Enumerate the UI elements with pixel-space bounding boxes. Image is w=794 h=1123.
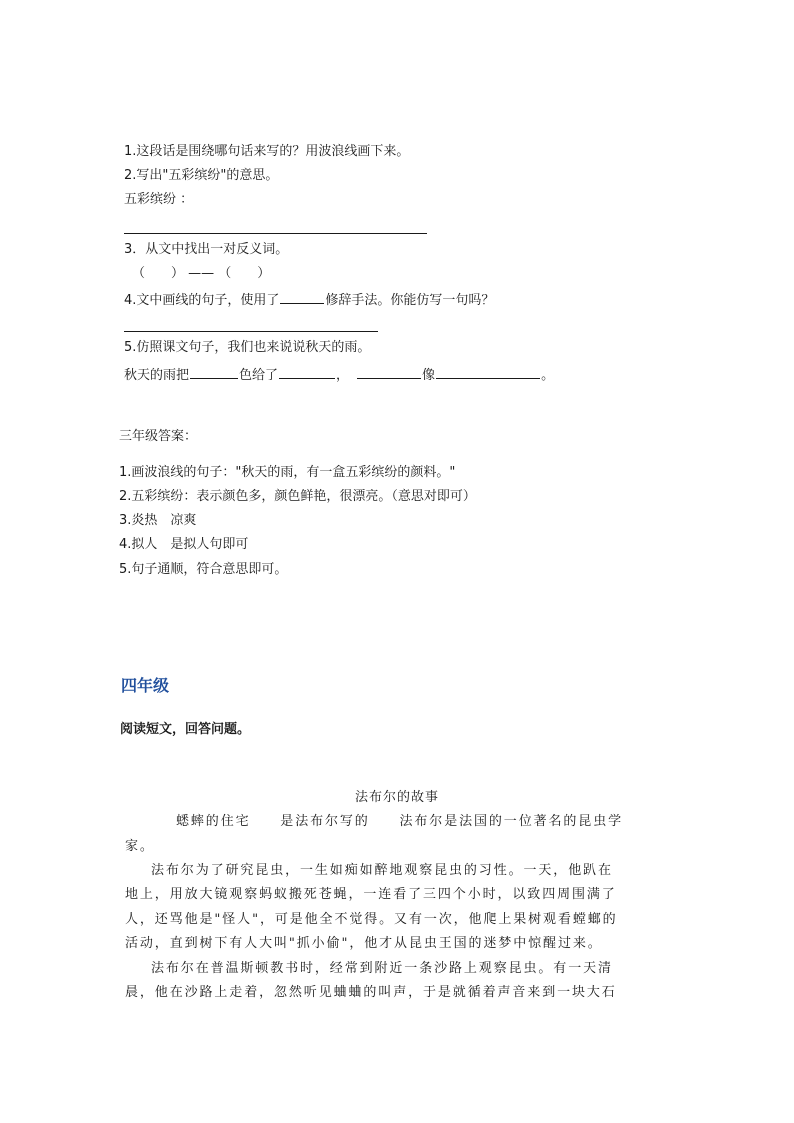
q5-blank-likeness[interactable] [436, 364, 540, 379]
q5-part-2: 色给了 [239, 368, 279, 383]
q5-blank-color[interactable] [190, 364, 238, 379]
question-2-label: 五彩缤纷 ： [124, 192, 194, 207]
story-line: 法布尔在普温斯顿教书时，经常到附近一条沙路上观察昆虫。有一天清 [151, 961, 613, 976]
story-title: 法布尔的故事 [354, 790, 439, 805]
story-line: 地上，用放大镜观察蚂蚁搬死苍蝇，一连看了三四个小时，以致四周围满了 [125, 887, 617, 902]
answers-title: 三年级答案： [119, 429, 198, 444]
q5-part-5: 。 [541, 368, 555, 383]
q5-part-3: ， [336, 368, 350, 383]
answer-line-q2[interactable] [124, 233, 427, 234]
q5-blank-subject[interactable] [357, 364, 421, 379]
question-4-suffix: 修辞手法。你能仿写一句吗？ [325, 293, 495, 308]
question-5: 5.仿照课文句子，我们也来说说秋天的雨。 [124, 340, 371, 355]
question-1: 1.这段话是围绕哪句话来写的？用波浪线画下来。 [124, 144, 410, 159]
antonym-blank-left[interactable]: （ ） [132, 266, 185, 281]
story-line: 家。 [125, 839, 155, 854]
answer-item: 5.句子通顺，符合意思即可。 [119, 562, 288, 577]
answer-item: 1.画波浪线的句子："秋天的雨，有一盒五彩缤纷的颜料。" [119, 465, 456, 480]
story-line: 人，还骂他是"怪人"，可是他全不觉得。又有一次，他爬上果树观看螳螂的 [125, 912, 618, 927]
story-line: 法布尔为了研究昆虫，一生如痴如醉地观察昆虫的习性。一天，他趴在 [151, 863, 613, 878]
question-2: 2.写出"五彩缤纷"的意思。 [124, 168, 279, 183]
q5-part-4: 像 [422, 368, 436, 383]
antonym-blank-right[interactable]: （ ） [218, 266, 271, 281]
story-line: 活动，直到树下有人大叫"抓小偷"，他才从昆虫王国的迷梦中惊醒过来。 [125, 936, 603, 951]
story-line: 晨，他在沙路上走着，忽然听见蛐蛐的叫声，于是就循着声音来到一块大石 [125, 985, 617, 1000]
question-4 [124, 289, 494, 310]
antonym-dash: —— [188, 266, 215, 281]
answer-item: 3.炎热 凉爽 [119, 513, 197, 528]
question-3: 3．从文中找出一对反义词。 [124, 242, 289, 257]
grade4-heading: 四年级 [121, 676, 170, 695]
reading-instruction: 阅读短文，回答问题。 [120, 722, 251, 737]
story-line: 蟋蟀的住宅 是法布尔写的 法布尔是法国的一位著名的昆虫学 [176, 814, 624, 829]
question-3-antonym-pair [132, 265, 270, 283]
answer-item: 4.拟人 是拟人句即可 [119, 537, 249, 552]
question-5-template [124, 364, 554, 385]
q5-blank-recipient[interactable] [279, 364, 335, 379]
q5-part-1: 秋天的雨把 [124, 368, 190, 383]
rhetoric-blank[interactable] [280, 289, 324, 304]
question-4-prefix: 4.文中画线的句子，使用了 [124, 293, 280, 308]
answer-line-q4[interactable] [124, 331, 378, 332]
answer-item: 2.五彩缤纷：表示颜色多，颜色鲜艳，很漂亮。（意思对即可） [119, 489, 476, 504]
